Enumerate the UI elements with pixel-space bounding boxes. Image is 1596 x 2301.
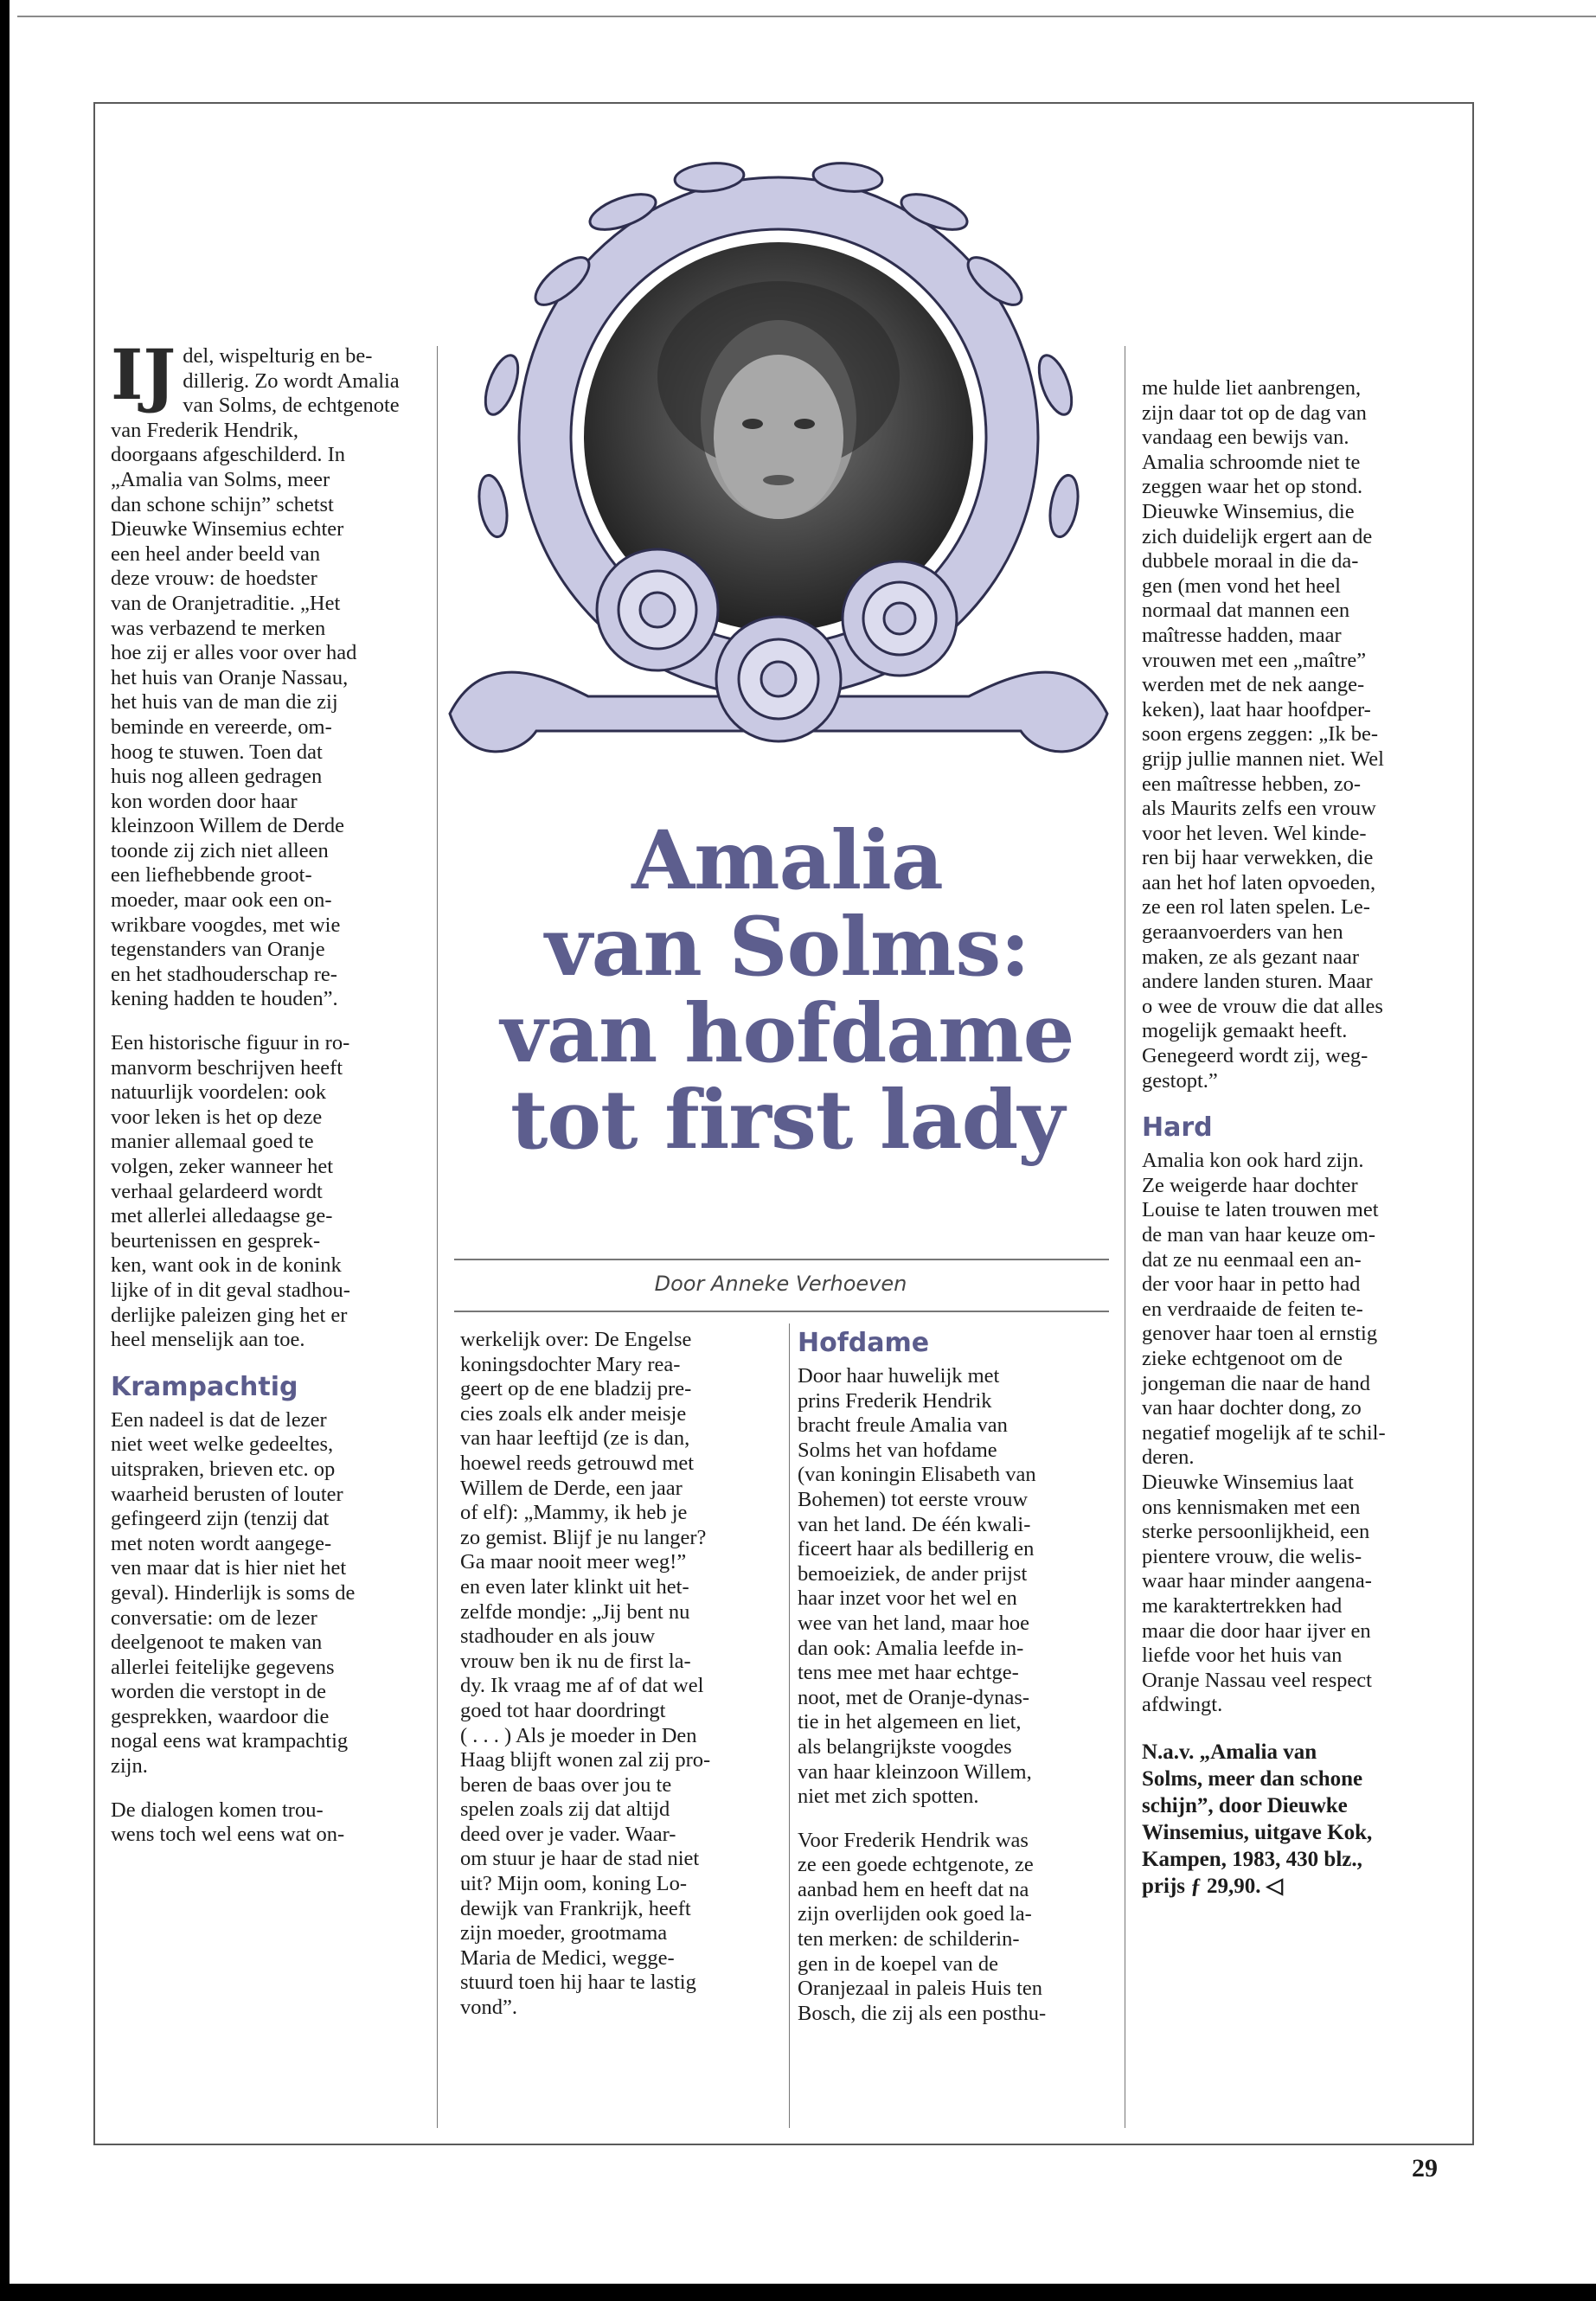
line: verhaal gelardeerd wordt bbox=[111, 1179, 323, 1203]
line: maar die door haar ijver en bbox=[1142, 1618, 1371, 1643]
column-rule bbox=[789, 1324, 790, 2128]
line: Willem de Derde, een jaar bbox=[460, 1476, 683, 1500]
line: pientere vrouw, die welis- bbox=[1142, 1544, 1362, 1568]
line: en verdraaide de feiten te- bbox=[1142, 1297, 1363, 1321]
line: soon ergens zeggen: „Ik be- bbox=[1142, 722, 1379, 747]
line: vandaag een bewijs van. bbox=[1142, 426, 1349, 450]
line: Amalia schroomde niet te bbox=[1142, 450, 1361, 474]
line: wens toch wel eens wat on- bbox=[111, 1823, 345, 1847]
line: allerlei feitelijke gegevens bbox=[111, 1655, 335, 1679]
paragraph bbox=[111, 334, 415, 1012]
line: zelfde mondje: „Jij bent nu bbox=[460, 1599, 690, 1624]
book-credit bbox=[1142, 1739, 1453, 1900]
line: manier allemaal goed te bbox=[111, 1130, 314, 1154]
line: van Solms, de echtgenote bbox=[183, 394, 400, 418]
paragraph bbox=[1142, 376, 1453, 1093]
column-3 bbox=[798, 1328, 1113, 2045]
line: beren de baas over jou te bbox=[460, 1772, 672, 1797]
line: ten merken: de schilderin- bbox=[798, 1927, 1020, 1952]
line: ze een goede echtgenote, ze bbox=[798, 1853, 1034, 1877]
line: een maîtresse hebben, zo- bbox=[1142, 772, 1362, 796]
line: uitspraken, brieven etc. op bbox=[111, 1457, 336, 1481]
line: goed tot haar doordringt bbox=[460, 1698, 666, 1722]
line: gesprekken, waardoor die bbox=[111, 1704, 330, 1728]
line: Ga maar nooit meer weg!” bbox=[460, 1550, 687, 1574]
byline-rule-top bbox=[454, 1259, 1109, 1260]
line: waarheid berusten of louter bbox=[111, 1482, 343, 1506]
line: geval). Hinderlijk is soms de bbox=[111, 1580, 356, 1605]
line: der voor haar in petto had bbox=[1142, 1272, 1361, 1297]
scan-edge-top bbox=[17, 16, 1596, 17]
line: dan ook: Amalia leefde in- bbox=[798, 1636, 1024, 1660]
paragraph bbox=[111, 1798, 415, 1848]
line: zijn moeder, grootmama bbox=[460, 1921, 668, 1945]
line: van Frederik Hendrik, bbox=[111, 418, 299, 442]
line: Solms, meer dan schone bbox=[1142, 1766, 1363, 1791]
line: kening hadden te houden”. bbox=[111, 987, 338, 1011]
line: heel menselijk aan toe. bbox=[111, 1328, 305, 1352]
line: Haag blijft wonen zal zij pro- bbox=[460, 1748, 711, 1772]
line: ( . . . ) Als je moeder in Den bbox=[460, 1723, 697, 1747]
line: deren. bbox=[1142, 1445, 1195, 1470]
line: huis nog alleen gedragen bbox=[111, 765, 323, 789]
line: me karaktertrekken had bbox=[1142, 1593, 1343, 1618]
line: niet weet welke gedeeltes, bbox=[111, 1433, 334, 1457]
line: van het land. De één kwali- bbox=[798, 1512, 1031, 1536]
line: de man van haar keuze om- bbox=[1142, 1223, 1376, 1247]
line: stuurd toen hij haar te lastig bbox=[460, 1971, 696, 1995]
title-line: van hofdame bbox=[500, 986, 1074, 1081]
line: deze vrouw: de hoedster bbox=[111, 567, 317, 591]
line: deed over je vader. Waar- bbox=[460, 1822, 676, 1846]
title-line: Amalia bbox=[631, 813, 943, 908]
line: Solms het van hofdame bbox=[798, 1438, 997, 1462]
line: met allerlei alledaagse ge- bbox=[111, 1204, 333, 1228]
line: dan schone schijn” schetst bbox=[111, 492, 334, 516]
line: gestopt.” bbox=[1142, 1068, 1218, 1093]
line: Door haar huwelijk met bbox=[798, 1364, 1000, 1388]
title-line: tot first lady bbox=[510, 1073, 1064, 1168]
line: negatief mogelijk af te schil- bbox=[1142, 1420, 1386, 1445]
line: noot, met de Oranje-dynas- bbox=[798, 1685, 1030, 1709]
line: mogelijk gemaakt heeft. bbox=[1142, 1019, 1348, 1043]
line: prijs ƒ 29,90. ◁ bbox=[1142, 1874, 1283, 1898]
line: wrikbare voogdes, met wie bbox=[111, 913, 341, 937]
line: sterke persoonlijkheid, een bbox=[1142, 1520, 1370, 1544]
column-rule bbox=[437, 346, 438, 2128]
line: dillerig. Zo wordt Amalia bbox=[183, 369, 400, 393]
line: voor leken is het op deze bbox=[111, 1105, 323, 1129]
line: genover haar toen al ernstig bbox=[1142, 1322, 1378, 1346]
line: zijn daar tot op de dag van bbox=[1142, 401, 1367, 425]
line: vrouw ben ik nu de first la- bbox=[460, 1649, 691, 1673]
line: dat ze nu eenmaal een an- bbox=[1142, 1247, 1362, 1272]
line: natuurlijk voordelen: ook bbox=[111, 1080, 327, 1105]
line: worden die verstopt in de bbox=[111, 1680, 327, 1704]
line: van haar dochter dong, zo bbox=[1142, 1396, 1362, 1420]
line: volgen, zeker wanneer het bbox=[111, 1155, 334, 1178]
line: gen in de koepel van de bbox=[798, 1952, 998, 1976]
line: Kampen, 1983, 430 blz., bbox=[1142, 1847, 1362, 1871]
column-4 bbox=[1142, 376, 1453, 1900]
line: ons kennismaken met een bbox=[1142, 1495, 1361, 1519]
line: het huis van Oranje Nassau, bbox=[111, 665, 349, 689]
line: ren bij haar verwekken, die bbox=[1142, 846, 1374, 870]
line: normaal dat mannen een bbox=[1142, 599, 1350, 623]
line: tegenstanders van Oranje bbox=[111, 938, 325, 962]
line: deelgenoot te maken van bbox=[111, 1631, 323, 1655]
line: beurtenissen en gesprek- bbox=[111, 1228, 321, 1253]
line: waar haar minder aangena- bbox=[1142, 1569, 1372, 1593]
line: geert op de ene bladzij pre- bbox=[460, 1377, 692, 1401]
line: tens mee met haar echtge- bbox=[798, 1661, 1019, 1685]
line: grijp jullie mannen niet. Wel bbox=[1142, 747, 1384, 771]
line: dubbele moraal in die da- bbox=[1142, 549, 1359, 574]
line: tie in het algemeen en liet, bbox=[798, 1710, 1022, 1734]
line: hoe zij er alles voor over had bbox=[111, 641, 357, 665]
line: Bohemen) tot eerste vrouw bbox=[798, 1487, 1029, 1511]
line: Dieuwke Winsemius, die bbox=[1142, 499, 1355, 523]
line: zieke echtgenoot om de bbox=[1142, 1346, 1343, 1370]
line: een heel ander beeld van bbox=[111, 542, 321, 566]
column-2 bbox=[460, 1328, 780, 2040]
dropcap: IJ bbox=[111, 334, 176, 415]
line: schijn”, door Dieuwke bbox=[1142, 1793, 1348, 1817]
line: uit? Mijn oom, koning Lo- bbox=[460, 1872, 687, 1896]
line: conversatie: om de lezer bbox=[111, 1606, 317, 1630]
line: haar inzet voor het wel en bbox=[798, 1586, 1017, 1611]
paragraph bbox=[111, 1408, 415, 1779]
line: Voor Frederik Hendrik was bbox=[798, 1828, 1029, 1852]
line: andere landen sturen. Maar bbox=[1142, 970, 1373, 994]
line: een liefhebbende groot- bbox=[111, 863, 312, 888]
line: of elf): „Mammy, ik heb je bbox=[460, 1501, 688, 1525]
line: dewijk van Frankrijk, heeft bbox=[460, 1896, 691, 1920]
line: moeder, maar ook een on- bbox=[111, 888, 332, 913]
line: stadhouder en als jouw bbox=[460, 1625, 656, 1649]
line: Genegeerd wordt zij, weg- bbox=[1142, 1044, 1368, 1068]
line: (van koningin Elisabeth van bbox=[798, 1463, 1036, 1487]
line: De dialogen komen trou- bbox=[111, 1798, 324, 1822]
line: het huis van de man die zij bbox=[111, 690, 338, 715]
line: dy. Ik vraag me af of dat wel bbox=[460, 1674, 704, 1698]
line: vond”. bbox=[460, 1996, 517, 2020]
line: hoog te stuwen. Toen dat bbox=[111, 740, 323, 764]
article-title bbox=[454, 813, 1120, 1168]
line: bracht freule Amalia van bbox=[798, 1413, 1008, 1438]
line: gen (men vond het heel bbox=[1142, 574, 1341, 598]
paragraph bbox=[1142, 1149, 1453, 1718]
paragraph bbox=[798, 1364, 1113, 1810]
line: Een historische figuur in ro- bbox=[111, 1031, 350, 1055]
line: afdwingt. bbox=[1142, 1693, 1223, 1717]
line: lijke of in dit geval stadhou- bbox=[111, 1278, 350, 1302]
line: ken, want ook in de konink bbox=[111, 1253, 342, 1278]
line: Ze weigerde haar dochter bbox=[1142, 1173, 1358, 1197]
line: maîtresse hadden, maar bbox=[1142, 623, 1342, 647]
line: als Maurits zelfs een vrouw bbox=[1142, 797, 1376, 821]
line: en even later klinkt uit het- bbox=[460, 1574, 689, 1599]
column-1 bbox=[111, 334, 415, 1867]
paragraph bbox=[111, 1031, 415, 1353]
line: Bosch, die zij als een posthu- bbox=[798, 2001, 1047, 2025]
page-number: 29 bbox=[1412, 2154, 1438, 2182]
line: geraanvoerders van hen bbox=[1142, 920, 1343, 945]
byline-rule-bottom bbox=[454, 1311, 1109, 1312]
line: zijn overlijden ook goed la- bbox=[798, 1902, 1032, 1926]
line: koningsdochter Mary rea- bbox=[460, 1352, 681, 1376]
line: als belangrijkste voogdes bbox=[798, 1734, 1012, 1759]
line: Louise te laten trouwen met bbox=[1142, 1198, 1379, 1222]
subheading: Hard bbox=[1142, 1112, 1213, 1144]
line: voor het leven. Wel kinde- bbox=[1142, 821, 1367, 845]
line: aan het hof laten opvoeden, bbox=[1142, 870, 1376, 894]
line: niet met zich spotten. bbox=[798, 1785, 979, 1809]
line: Een nadeel is dat de lezer bbox=[111, 1407, 327, 1432]
line: me hulde liet aanbrengen, bbox=[1142, 376, 1362, 400]
line: wee van het land, maar hoe bbox=[798, 1611, 1030, 1635]
line: zijn. bbox=[111, 1754, 148, 1779]
line: Dieuwke Winsemius laat bbox=[1142, 1470, 1354, 1494]
line: keken), laat haar hoofdper- bbox=[1142, 697, 1371, 721]
line: met noten wordt aangege- bbox=[111, 1531, 332, 1555]
line: aanbad hem en heeft dat na bbox=[798, 1877, 1029, 1901]
line: van haar leeftijd (ze is dan, bbox=[460, 1426, 690, 1451]
line: zo gemist. Blijf je nu langer? bbox=[460, 1525, 707, 1549]
scan-edge-left bbox=[0, 0, 10, 2301]
line: beminde en vereerde, om- bbox=[111, 715, 332, 739]
line: „Amalia van Solms, meer bbox=[111, 467, 330, 491]
line: manvorm beschrijven heeft bbox=[111, 1055, 343, 1080]
line: Maria de Medici, wegge- bbox=[460, 1945, 675, 1970]
line: kon worden door haar bbox=[111, 789, 298, 813]
line: ficeert haar als bedillerig en bbox=[798, 1537, 1035, 1561]
line: del, wispelturig en be- bbox=[183, 344, 373, 368]
line: was verbazend te merken bbox=[111, 616, 326, 640]
line: gefingeerd zijn (tenzij dat bbox=[111, 1507, 330, 1531]
line: Oranjezaal in paleis Huis ten bbox=[798, 1977, 1043, 2001]
title-line: van Solms: bbox=[545, 900, 1029, 995]
line: ven maar dat is hier niet het bbox=[111, 1556, 347, 1580]
line: ze een rol laten spelen. Le- bbox=[1142, 895, 1370, 920]
line: zeggen waar het op stond. bbox=[1142, 475, 1363, 499]
paragraph bbox=[798, 1829, 1113, 2027]
line: van haar kleinzoon Willem, bbox=[798, 1759, 1032, 1784]
line: o wee de vrouw die dat alles bbox=[1142, 994, 1383, 1018]
line: nogal eens wat krampachtig bbox=[111, 1729, 349, 1753]
line: Amalia kon ook hard zijn. bbox=[1142, 1149, 1364, 1173]
paragraph bbox=[460, 1328, 780, 2021]
line: werkelijk over: De Engelse bbox=[460, 1328, 692, 1351]
line: Oranje Nassau veel respect bbox=[1142, 1668, 1372, 1692]
line: werden met de nek aange- bbox=[1142, 673, 1365, 697]
scan-edge-bottom bbox=[0, 2284, 1596, 2301]
line: N.a.v. „Amalia van bbox=[1142, 1740, 1317, 1764]
line: kleinzoon Willem de Derde bbox=[111, 814, 345, 838]
line: maken, ze als gezant naar bbox=[1142, 945, 1359, 969]
line: doorgaans afgeschilderd. In bbox=[111, 443, 345, 467]
subheading: Krampachtig bbox=[111, 1371, 298, 1402]
line: hoewel reeds getrouwd met bbox=[460, 1451, 695, 1475]
line: vrouwen met een „maître” bbox=[1142, 648, 1367, 672]
line: zich duidelijk ergert aan de bbox=[1142, 524, 1373, 548]
line: derlijke paleizen ging het er bbox=[111, 1303, 348, 1327]
byline: Door Anneke Verhoeven bbox=[654, 1272, 907, 1296]
line: spelen zoals zij dat altijd bbox=[460, 1798, 670, 1822]
line: cies zoals elk ander meisje bbox=[460, 1401, 687, 1426]
line: prins Frederik Hendrik bbox=[798, 1388, 992, 1413]
line: bemoeiziek, de ander prijst bbox=[798, 1561, 1028, 1586]
line: jongeman die naar de hand bbox=[1142, 1371, 1370, 1395]
line: van de Oranjetraditie. „Het bbox=[111, 591, 341, 615]
line: liefde voor het huis van bbox=[1142, 1644, 1343, 1668]
line: om stuur je haar de stad niet bbox=[460, 1847, 700, 1871]
line: toonde zij zich niet alleen bbox=[111, 838, 329, 862]
portrait-ornament bbox=[433, 160, 1125, 783]
subheading: Hofdame bbox=[798, 1328, 930, 1358]
line: Winsemius, uitgave Kok, bbox=[1142, 1820, 1373, 1844]
line: Dieuwke Winsemius echter bbox=[111, 517, 344, 542]
line: en het stadhouderschap re- bbox=[111, 962, 337, 986]
